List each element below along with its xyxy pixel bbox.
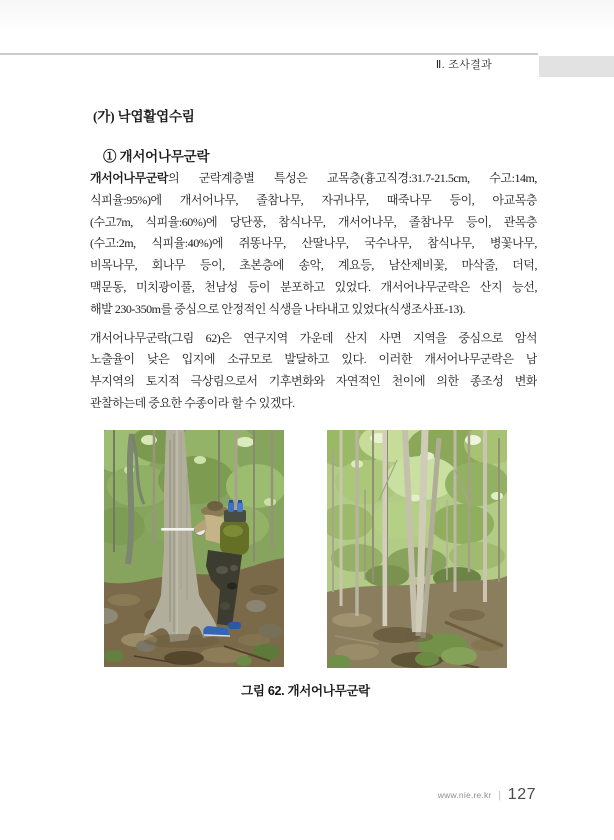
p1-line-3: (수고7m, 식피율:60%)에 당단풍, 참식나무, 개서어나무, 졸참나무 등이, 관목층 bbox=[90, 214, 537, 229]
p1-line-2: 식피율:95%)에 개서어나무, 졸참나무, 자귀나무, 때죽나무 등이, 아교목층 bbox=[90, 192, 537, 207]
footer-website: www.nie.re.kr bbox=[437, 790, 492, 800]
paragraph-1 bbox=[90, 168, 537, 321]
p1-line-5: 비목나무, 회나무 등이, 초본층에 송악, 계요등, 남산제비꽃, 마삭줄, 더덕, bbox=[90, 258, 537, 273]
p2-line-3: 부지역의 토지적 극상림으로서 기후변화와 자연적인 천이에 의한 종조성 변화 bbox=[90, 374, 537, 389]
header-rule bbox=[0, 53, 538, 55]
header-section-label: Ⅱ. 조사결과 bbox=[435, 59, 492, 71]
page-top-shading bbox=[0, 0, 614, 34]
photo-forest-tree-measurement bbox=[104, 430, 284, 667]
community-heading: ① 개서어나무군락 bbox=[103, 149, 210, 164]
p1-line-6: 맥문동, 미치광이풀, 천남성 등이 분포하고 있었다. 개서어나무군락은 산지 능선, bbox=[90, 279, 537, 294]
p1-bold-lead: 개서어나무군락 bbox=[90, 171, 168, 185]
p2-line-2: 노출율이 낮은 입지에 소규모로 발달하고 있다. 이러한 개서어나무군락은 남 bbox=[90, 352, 537, 367]
photo-forest-stand bbox=[327, 430, 507, 668]
page-footer bbox=[438, 786, 536, 804]
subsection-heading: (가) 낙엽활엽수림 bbox=[93, 109, 195, 124]
p1-line-7: 해발 230-350m를 중심으로 안정적인 식생을 나타내고 있었다(식생조사표-13). bbox=[90, 301, 466, 316]
figure-caption: 그림 62. 개서어나무군락 bbox=[241, 684, 370, 698]
footer-page-number: 127 bbox=[507, 786, 536, 803]
forest-measurement-illustration bbox=[104, 430, 284, 667]
p1-line-1: 개서어나무군락의 군락계층별 특성은 교목층(흉고직경:31.7-21.5cm, 수고:14m, bbox=[90, 171, 537, 185]
paragraph-2 bbox=[90, 328, 537, 415]
header-tab-block bbox=[539, 56, 614, 77]
body-text bbox=[90, 168, 537, 415]
footer-divider: | bbox=[498, 789, 501, 801]
p2-line-1: 개서어나무군락(그림 62)은 연구지역 가운데 산지 사면 지역을 중심으로 암석 bbox=[90, 330, 537, 345]
forest-stand-illustration bbox=[327, 430, 507, 668]
p2-line-4: 관찰하는데 중요한 수종이라 할 수 있겠다. bbox=[90, 395, 295, 410]
p1-line-4: (수고:2m, 식피율:40%)에 쥐똥나무, 산딸나무, 국수나무, 참식나무, 병꽃나무, bbox=[90, 236, 537, 251]
